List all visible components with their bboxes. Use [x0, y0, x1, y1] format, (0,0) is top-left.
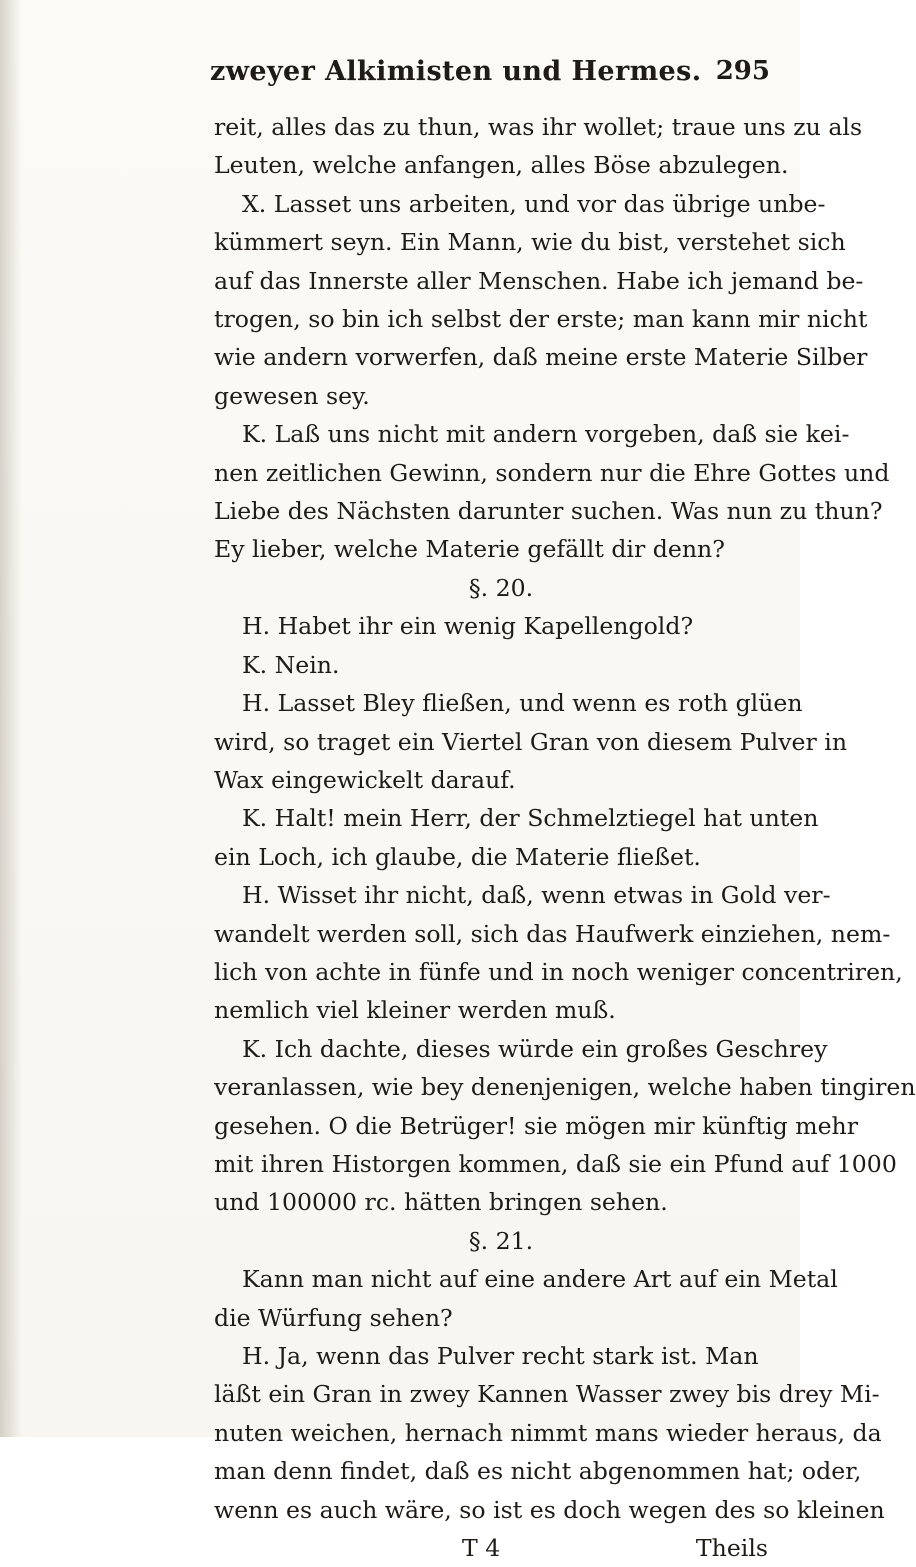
text-line: H. Ja, wenn das Pulver recht stark ist. Man: [242, 1342, 759, 1370]
text-line: K. Laß uns nicht mit andern vorgeben, daß sie kei-: [242, 420, 850, 449]
text-line: gewesen sey.: [214, 381, 370, 410]
text-line: Wax eingewickelt darauf.: [214, 765, 516, 794]
text-line: Kann man nicht auf eine andere Art auf ein Metal: [242, 1265, 838, 1294]
running-title: zweyer Alkimisten und Hermes.: [210, 56, 702, 87]
text-line: trogen, so bin ich selbst der erste; man kann mir nicht: [214, 305, 868, 334]
text-line: veranlassen, wie bey denenjenigen, welche haben tingiren: [214, 1073, 916, 1102]
text-line: wird, so traget ein Viertel Gran von diesem Pulver in: [214, 727, 848, 756]
text-line: reit, alles das zu thun, was ihr wollet; traue uns zu als: [214, 113, 863, 141]
text-line: ein Loch, ich glaube, die Materie fließet.: [214, 842, 701, 871]
text-line: nen zeitlichen Gewinn, sondern nur die Ehre Gottes und: [214, 458, 890, 487]
text-line: H. Wisset ihr nicht, daß, wenn etwas in Gold ver-: [242, 881, 831, 910]
text-line: X. Lasset uns arbeiten, und vor das übrige unbe-: [242, 189, 826, 218]
page-header: [210, 56, 770, 96]
page-text: [214, 108, 916, 1567]
text-line: wenn es auch wäre, so ist es doch wegen des so kleinen: [214, 1495, 885, 1524]
text-line: Liebe des Nächsten darunter suchen. Was nun zu thun?: [214, 497, 883, 526]
text-line: Leuten, welche anfangen, alles Böse abzulegen.: [214, 151, 789, 180]
text-line: läßt ein Gran in zwey Kannen Wasser zwey bis drey Mi-: [214, 1380, 880, 1409]
binding-shadow: [0, 0, 22, 1437]
text-line: auf das Innerste aller Menschen. Habe ich jemand be-: [214, 266, 864, 295]
section-heading: §. 20.: [468, 573, 534, 602]
text-line: K. Ich dachte, dieses würde ein großes Geschrey: [242, 1034, 828, 1063]
text-line: lich von achte in fünfe und in noch weniger concentriren,: [214, 957, 903, 986]
text-line: H. Habet ihr ein wenig Kapellengold?: [242, 612, 694, 641]
text-line: wie andern vorwerfen, daß meine erste Materie Silber: [214, 343, 868, 372]
text-line: Ey lieber, welche Materie gefällt dir denn?: [214, 535, 725, 564]
text-line: mit ihren Historgen kommen, daß sie ein Pfund auf 1000: [214, 1149, 897, 1178]
page-number: 295: [715, 56, 770, 86]
page-footer: [214, 1529, 774, 1567]
text-line: man denn findet, daß es nicht abgenommen hat; oder,: [214, 1457, 862, 1486]
text-line: nemlich viel kleiner werden muß.: [214, 996, 616, 1025]
text-line: gesehen. O die Betrüger! sie mögen mir künftig mehr: [214, 1111, 859, 1140]
catchword: Theils: [695, 1534, 768, 1563]
text-line: H. Lasset Bley fließen, und wenn es roth glüen: [242, 689, 803, 718]
text-line: K. Halt! mein Herr, der Schmelztiegel hat unten: [242, 804, 819, 833]
section-heading: §. 21.: [468, 1226, 534, 1255]
text-line: wandelt werden soll, sich das Haufwerk einziehen, nem-: [214, 919, 891, 948]
text-line: nuten weichen, hernach nimmt mans wieder heraus, da: [214, 1418, 882, 1447]
text-line: kümmert seyn. Ein Mann, wie du bist, verstehet sich: [214, 228, 846, 257]
text-line: K. Nein.: [242, 650, 340, 679]
text-line: die Würfung sehen?: [214, 1303, 453, 1332]
signature-mark: T 4: [462, 1534, 501, 1563]
text-line: und 100000 rc. hätten bringen sehen.: [214, 1188, 668, 1217]
